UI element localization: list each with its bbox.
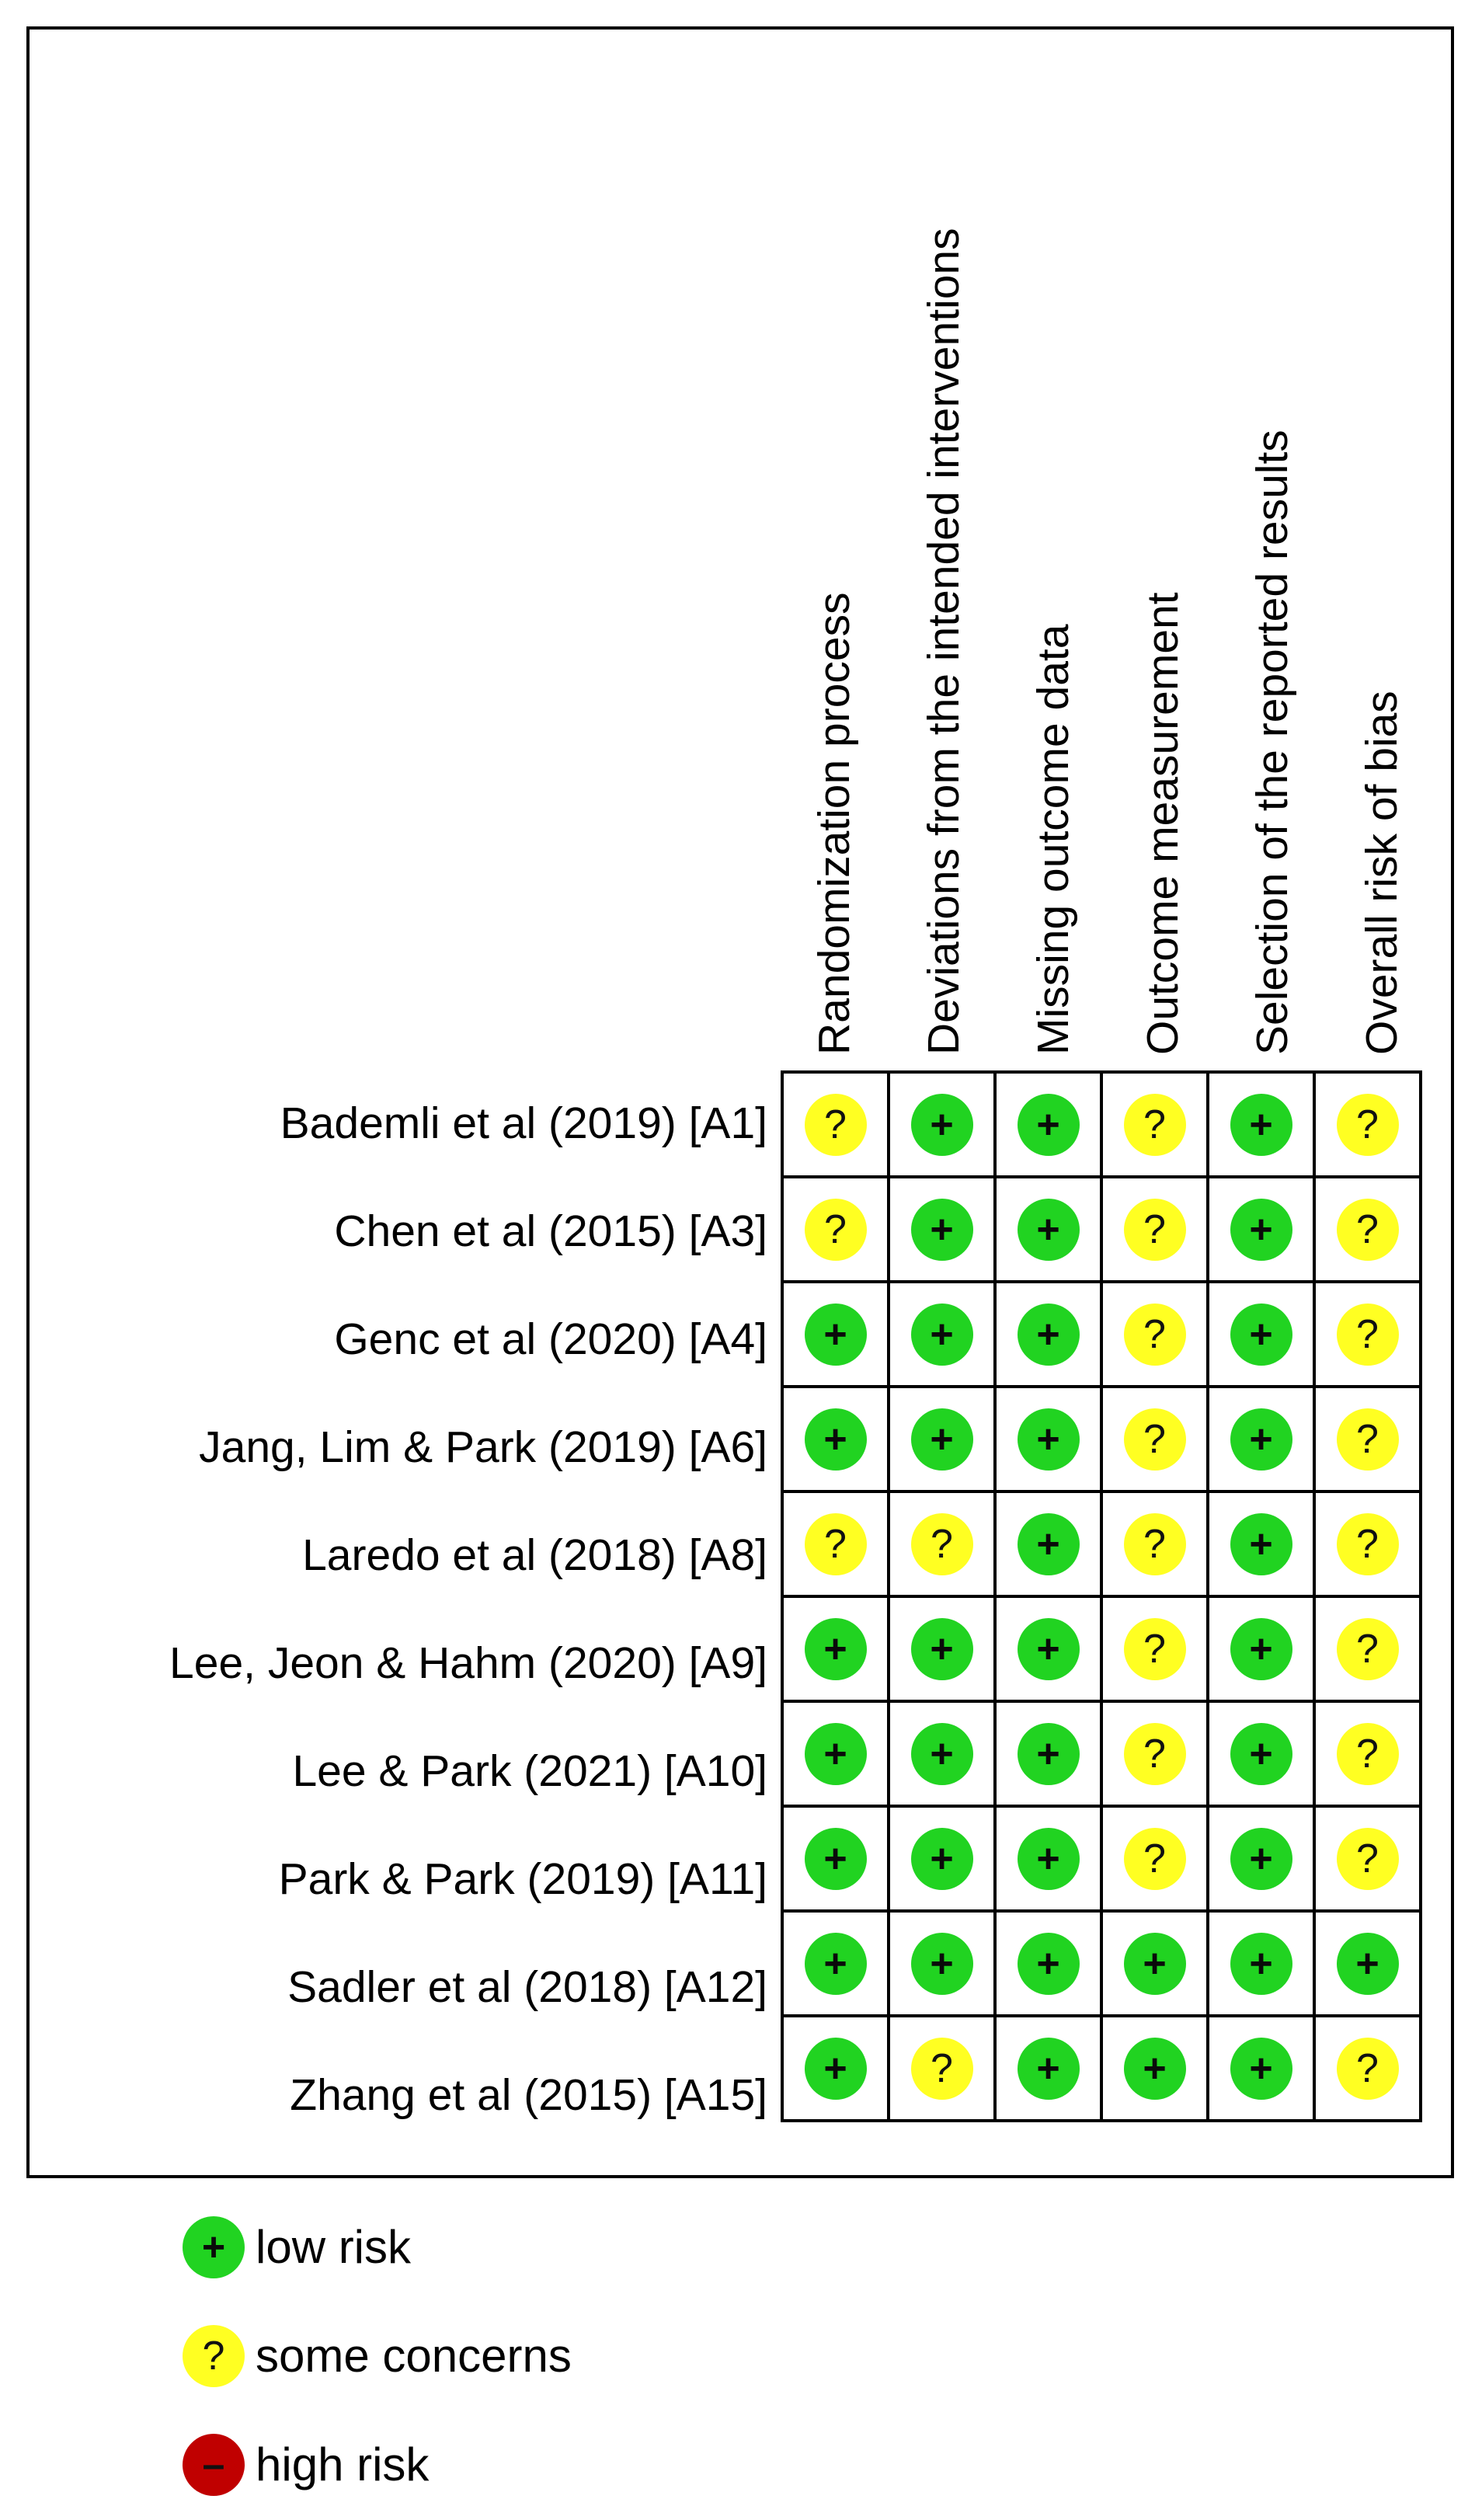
- table-row: [782, 1596, 1421, 1701]
- column-header: Selection of the reported results: [1247, 430, 1297, 1055]
- rating-cell: [995, 1387, 1101, 1491]
- rating-cell: [889, 1177, 995, 1282]
- some-risk-icon: ?: [1124, 1408, 1186, 1471]
- some-risk-icon: ?: [1337, 1094, 1399, 1156]
- low-risk-icon: +: [1230, 1618, 1292, 1680]
- rating-cell: [782, 1491, 889, 1596]
- low-risk-icon: +: [1230, 1304, 1292, 1366]
- rating-cell: [782, 1596, 889, 1701]
- rating-cell: [1314, 1177, 1421, 1282]
- rating-cell: [782, 1701, 889, 1806]
- low-risk-icon: +: [1230, 1408, 1292, 1471]
- low-risk-icon: +: [183, 2216, 245, 2278]
- rating-cell: [889, 1806, 995, 1911]
- some-risk-icon: ?: [805, 1513, 867, 1575]
- rating-cell: [889, 1911, 995, 2016]
- rating-cell: [889, 1282, 995, 1387]
- table-row: [782, 1072, 1421, 1177]
- low-risk-icon: +: [805, 1828, 867, 1890]
- table-row: [782, 1491, 1421, 1596]
- low-risk-icon: +: [1018, 1723, 1080, 1785]
- some-risk-icon: ?: [1337, 1304, 1399, 1366]
- rating-cell: [1208, 1806, 1314, 1911]
- rating-cell: [995, 1072, 1101, 1177]
- legend-label: some concerns: [256, 2330, 572, 2382]
- study-label: Lee, Jeon & Hahm (2020) [A9]: [169, 1638, 767, 1688]
- rating-cell: [1314, 1701, 1421, 1806]
- table-row: [782, 1387, 1421, 1491]
- rating-cell: [782, 1387, 889, 1491]
- low-risk-icon: +: [1230, 1933, 1292, 1995]
- rating-cell: [1208, 1072, 1314, 1177]
- low-risk-icon: +: [911, 1723, 973, 1785]
- low-risk-icon: +: [1337, 1933, 1399, 1995]
- rating-cell: [1208, 1177, 1314, 1282]
- study-label: Bademli et al (2019) [A1]: [280, 1098, 767, 1148]
- low-risk-icon: +: [1230, 2038, 1292, 2100]
- some-risk-icon: ?: [1124, 1618, 1186, 1680]
- study-label: Laredo et al (2018) [A8]: [302, 1530, 767, 1580]
- low-risk-icon: +: [911, 1828, 973, 1890]
- rating-cell: [782, 1177, 889, 1282]
- column-header: Overall risk of bias: [1356, 691, 1407, 1055]
- rating-cell: [1314, 1596, 1421, 1701]
- rating-cell: [889, 1596, 995, 1701]
- rating-cell: [1101, 1177, 1208, 1282]
- study-label: Lee & Park (2021) [A10]: [292, 1746, 767, 1796]
- low-risk-icon: +: [911, 1304, 973, 1366]
- low-risk-icon: +: [1124, 2038, 1186, 2100]
- legend-item: [183, 2323, 572, 2389]
- rating-cell: [995, 1596, 1101, 1701]
- table-row: [782, 2016, 1421, 2121]
- rating-cell: [782, 1072, 889, 1177]
- low-risk-icon: +: [911, 1618, 973, 1680]
- rating-cell: [995, 1491, 1101, 1596]
- some-risk-icon: ?: [1124, 1094, 1186, 1156]
- column-header: Deviations from the intended interventions: [918, 228, 969, 1055]
- low-risk-icon: +: [805, 1304, 867, 1366]
- rating-cell: [1208, 1282, 1314, 1387]
- rating-cell: [1208, 1596, 1314, 1701]
- low-risk-icon: +: [911, 1094, 973, 1156]
- low-risk-icon: +: [1018, 1933, 1080, 1995]
- rating-cell: [1101, 2016, 1208, 2121]
- rating-cell: [1101, 1596, 1208, 1701]
- rating-cell: [1314, 1806, 1421, 1911]
- rating-cell: [889, 1491, 995, 1596]
- rating-cell: [889, 1701, 995, 1806]
- high-risk-icon: –: [183, 2434, 245, 2496]
- some-risk-icon: ?: [1337, 1723, 1399, 1785]
- rating-cell: [782, 2016, 889, 2121]
- rating-cell: [995, 1177, 1101, 1282]
- low-risk-icon: +: [1018, 1408, 1080, 1471]
- rating-cell: [889, 1072, 995, 1177]
- some-risk-icon: ?: [1124, 1304, 1186, 1366]
- table-row: [782, 1701, 1421, 1806]
- some-risk-icon: ?: [1124, 1828, 1186, 1890]
- low-risk-icon: +: [1230, 1199, 1292, 1261]
- rating-cell: [1101, 1282, 1208, 1387]
- low-risk-icon: +: [1018, 1513, 1080, 1575]
- legend-label: low risk: [256, 2221, 412, 2273]
- low-risk-icon: +: [805, 1933, 867, 1995]
- rating-cell: [1314, 1911, 1421, 2016]
- low-risk-icon: +: [911, 1408, 973, 1471]
- low-risk-icon: +: [911, 1199, 973, 1261]
- column-header: Randomization process: [809, 592, 859, 1055]
- rating-cell: [1314, 1491, 1421, 1596]
- column-header: Outcome measurement: [1137, 592, 1188, 1055]
- low-risk-icon: +: [805, 1408, 867, 1471]
- rating-cell: [995, 1806, 1101, 1911]
- low-risk-icon: +: [1230, 1094, 1292, 1156]
- low-risk-icon: +: [1018, 1618, 1080, 1680]
- rating-cell: [1314, 2016, 1421, 2121]
- low-risk-icon: +: [805, 1618, 867, 1680]
- some-risk-icon: ?: [1337, 1408, 1399, 1471]
- low-risk-icon: +: [1018, 1304, 1080, 1366]
- some-risk-icon: ?: [1337, 1199, 1399, 1261]
- risk-grid: [781, 1070, 1422, 2122]
- column-header: Missing outcome data: [1028, 624, 1078, 1055]
- some-risk-icon: ?: [805, 1094, 867, 1156]
- legend-item: [183, 2431, 429, 2498]
- rating-cell: [1101, 1911, 1208, 2016]
- rating-cell: [995, 2016, 1101, 2121]
- some-risk-icon: ?: [1337, 2038, 1399, 2100]
- rating-cell: [1314, 1282, 1421, 1387]
- rating-cell: [1314, 1072, 1421, 1177]
- some-risk-icon: ?: [805, 1199, 867, 1261]
- low-risk-icon: +: [911, 1933, 973, 1995]
- rating-cell: [1208, 1387, 1314, 1491]
- legend-label: high risk: [256, 2438, 430, 2490]
- study-label: Zhang et al (2015) [A15]: [290, 2069, 767, 2120]
- low-risk-icon: +: [1018, 2038, 1080, 2100]
- rating-cell: [1101, 1072, 1208, 1177]
- rating-cell: [889, 1387, 995, 1491]
- rating-cell: [1314, 1387, 1421, 1491]
- study-label: Genc et al (2020) [A4]: [334, 1314, 767, 1364]
- study-label: Jang, Lim & Park (2019) [A6]: [199, 1422, 767, 1472]
- rating-cell: [782, 1911, 889, 2016]
- legend-item: [183, 2214, 411, 2281]
- low-risk-icon: +: [1018, 1199, 1080, 1261]
- rating-cell: [995, 1911, 1101, 2016]
- some-risk-icon: ?: [183, 2325, 245, 2387]
- rating-cell: [995, 1282, 1101, 1387]
- rating-cell: [995, 1701, 1101, 1806]
- low-risk-icon: +: [1018, 1828, 1080, 1890]
- some-risk-icon: ?: [1124, 1513, 1186, 1575]
- rating-cell: [782, 1806, 889, 1911]
- table-row: [782, 1806, 1421, 1911]
- some-risk-icon: ?: [1124, 1723, 1186, 1785]
- study-label: Sadler et al (2018) [A12]: [287, 1961, 767, 2012]
- rating-cell: [889, 2016, 995, 2121]
- some-risk-icon: ?: [1337, 1513, 1399, 1575]
- table-row: [782, 1911, 1421, 2016]
- low-risk-icon: +: [1018, 1094, 1080, 1156]
- rating-cell: [1208, 1491, 1314, 1596]
- some-risk-icon: ?: [911, 1513, 973, 1575]
- low-risk-icon: +: [805, 2038, 867, 2100]
- low-risk-icon: +: [805, 1723, 867, 1785]
- rating-cell: [1101, 1491, 1208, 1596]
- low-risk-icon: +: [1230, 1828, 1292, 1890]
- some-risk-icon: ?: [911, 2038, 973, 2100]
- low-risk-icon: +: [1230, 1513, 1292, 1575]
- rating-cell: [1101, 1806, 1208, 1911]
- low-risk-icon: +: [1230, 1723, 1292, 1785]
- rating-cell: [1208, 2016, 1314, 2121]
- table-row: [782, 1282, 1421, 1387]
- low-risk-icon: +: [1124, 1933, 1186, 1995]
- some-risk-icon: ?: [1124, 1199, 1186, 1261]
- rating-cell: [782, 1282, 889, 1387]
- study-label: Park & Park (2019) [A11]: [278, 1853, 767, 1904]
- some-risk-icon: ?: [1337, 1828, 1399, 1890]
- rating-cell: [1208, 1701, 1314, 1806]
- some-risk-icon: ?: [1337, 1618, 1399, 1680]
- rating-cell: [1101, 1701, 1208, 1806]
- table-row: [782, 1177, 1421, 1282]
- study-label: Chen et al (2015) [A3]: [334, 1206, 767, 1256]
- rating-cell: [1208, 1911, 1314, 2016]
- rating-cell: [1101, 1387, 1208, 1491]
